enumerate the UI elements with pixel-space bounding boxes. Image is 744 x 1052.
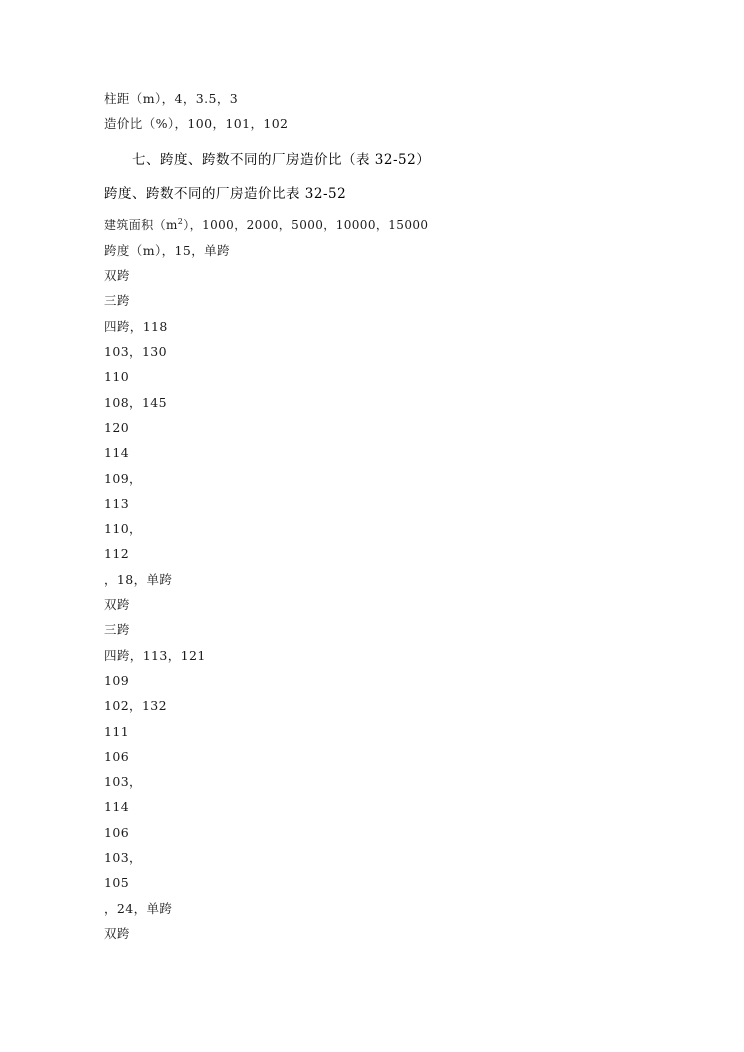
text-line: 113 xyxy=(104,495,130,511)
area-line-suffix: ），1000，2000，5000，10000，15000 xyxy=(183,217,429,232)
text-line: 120 xyxy=(104,419,130,435)
text-line: 双跨 xyxy=(104,268,130,284)
text-line: 三跨 xyxy=(104,622,130,638)
area-line xyxy=(104,213,644,238)
area-line-prefix: 建筑面积（m xyxy=(104,217,178,232)
text-line: 双跨 xyxy=(104,597,130,613)
text-line: 106 xyxy=(104,824,130,840)
text-line: ，18，单跨 xyxy=(104,571,173,587)
text-line: 103， xyxy=(104,850,142,866)
text-line: 四跨，118 xyxy=(104,318,168,334)
text-line: 110， xyxy=(104,521,142,537)
text-line: ，24，单跨 xyxy=(104,900,173,916)
text-line: 111 xyxy=(104,723,130,739)
text-line: 跨度（m），15，单跨 xyxy=(104,242,230,258)
text-line: 109 xyxy=(104,672,130,688)
table-caption: 跨度、跨数不同的厂房造价比表 32-52 xyxy=(104,185,347,202)
text-line: 造价比（%），100，101，102 xyxy=(104,116,289,132)
text-line: 柱距（m），4，3.5，3 xyxy=(104,91,239,106)
text-line: 110 xyxy=(104,369,130,385)
text-line: 105 xyxy=(104,875,130,891)
text-line: 114 xyxy=(104,799,130,815)
text-line: 四跨，113，121 xyxy=(104,647,206,663)
text-line: 三跨 xyxy=(104,293,130,309)
text-line: 108，145 xyxy=(104,394,168,410)
text-line: 114 xyxy=(104,445,130,461)
document-content xyxy=(104,86,644,946)
text-line: 109， xyxy=(104,470,142,486)
area-unit-superscript: 2 xyxy=(177,216,184,226)
text-line: 106 xyxy=(104,748,130,764)
text-line: 双跨 xyxy=(104,925,130,941)
text-line: 112 xyxy=(104,546,130,562)
section-heading: 七、跨度、跨数不同的厂房造价比（表 32-52） xyxy=(132,151,431,168)
text-line: 103，130 xyxy=(104,344,168,360)
text-line: 102，132 xyxy=(104,698,168,714)
text-line: 103， xyxy=(104,774,142,790)
